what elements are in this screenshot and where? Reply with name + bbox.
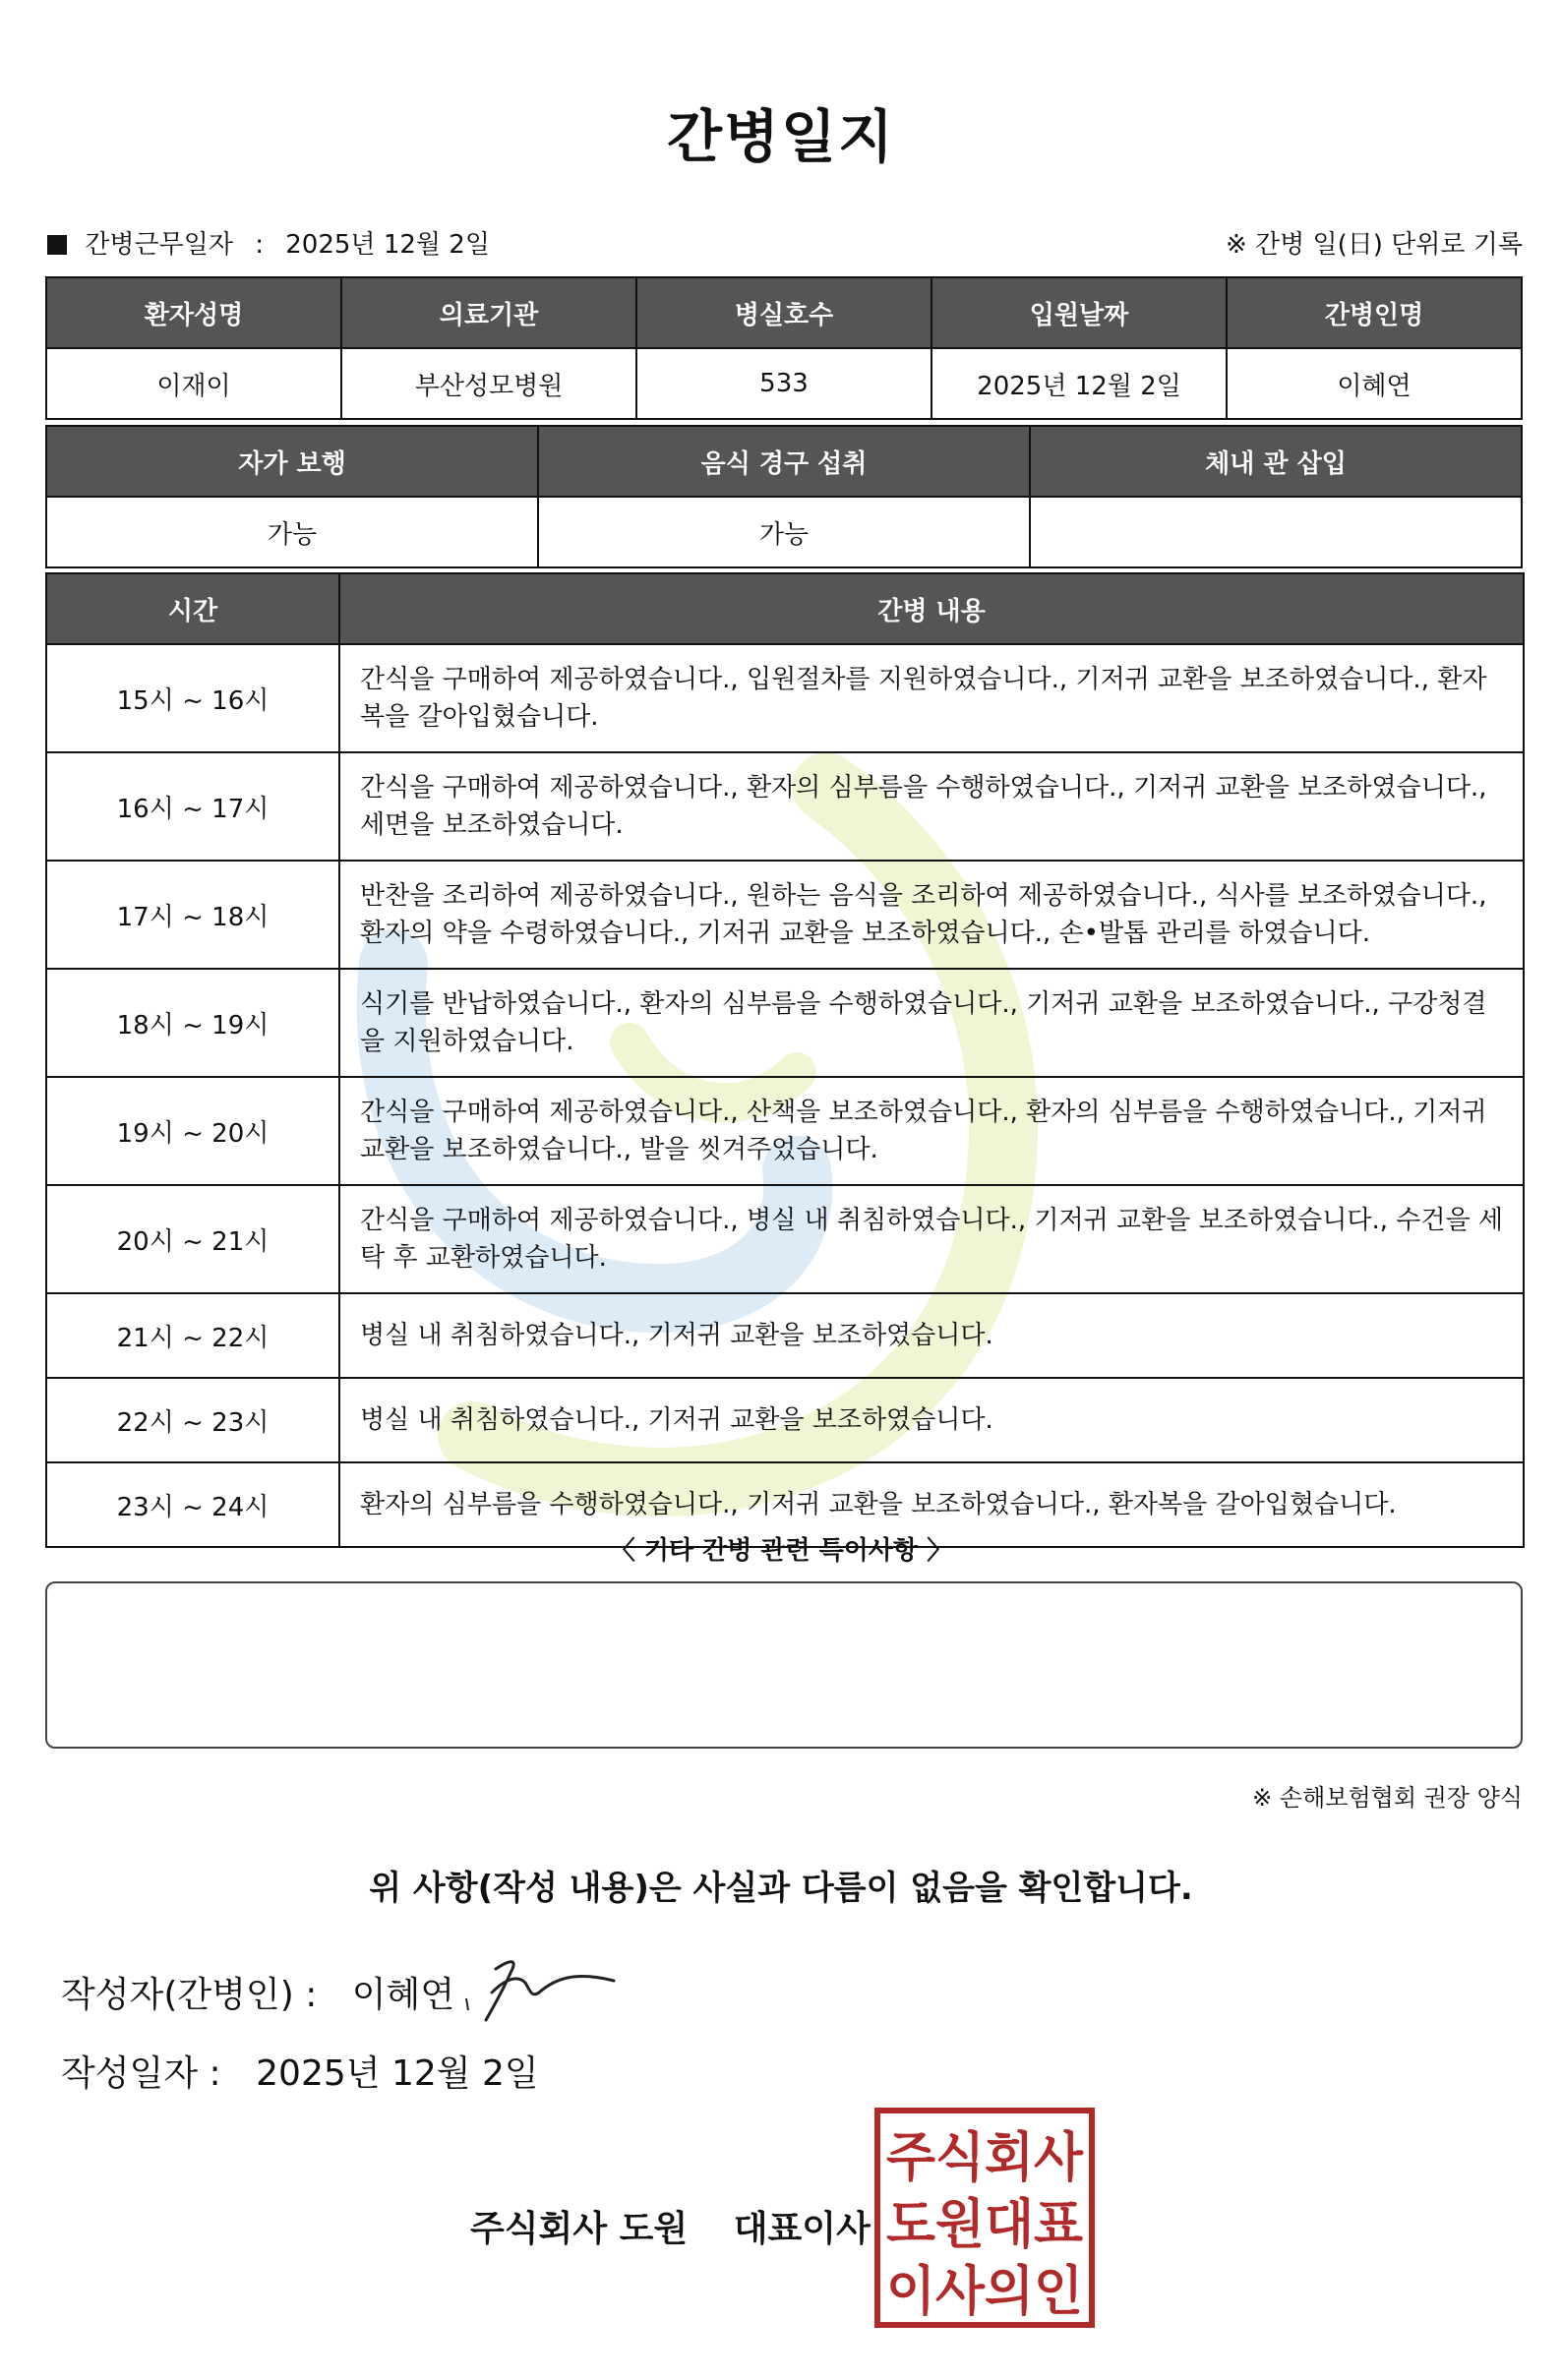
company-seal: [873, 2107, 1096, 2329]
care-log-row: [46, 1293, 1524, 1378]
care-log-header-row: [46, 573, 1524, 644]
header-caregiver-name: 간병인명: [1227, 277, 1522, 348]
care-log-row: [46, 969, 1524, 1077]
confirmation-statement: 위 사항(작성 내용)은 사실과 다름이 없음을 확인합니다.: [369, 1869, 1193, 1908]
svg-text:도원대표: 도원대표: [886, 2193, 1083, 2255]
care-time: 19시 ~ 20시: [46, 1077, 339, 1185]
care-content: 병실 내 취침하였습니다., 기저귀 교환을 보조하였습니다.: [339, 1378, 1524, 1462]
patient-info-value-row: [46, 348, 1522, 419]
walking-status: 가능: [46, 497, 538, 567]
written-date-label: 작성일자 :: [61, 2053, 221, 2094]
care-time: 22시 ~ 23시: [46, 1378, 339, 1462]
patient-info-header-row: [46, 277, 1522, 348]
care-time: 15시 ~ 16시: [46, 644, 339, 752]
care-content: 병실 내 취침하였습니다., 기저귀 교환을 보조하였습니다.: [339, 1293, 1524, 1378]
company-signature-line: [470, 2201, 871, 2251]
square-bullet-icon: [47, 235, 67, 255]
room-number: 533: [636, 348, 931, 419]
header-hospital: 의료기관: [341, 277, 636, 348]
special-notes-box: [45, 1581, 1523, 1749]
hospital-name: 부산성모병원: [341, 348, 636, 419]
care-time: 18시 ~ 19시: [46, 969, 339, 1077]
work-date-label: 간병근무일자: [85, 230, 233, 260]
header-tube-insertion: 체내 관 삽입: [1030, 426, 1522, 497]
svg-text:주식회사: 주식회사: [886, 2126, 1084, 2188]
daily-record-note: ※ 간병 일(日) 단위로 기록: [1225, 230, 1523, 260]
written-date-value: 2025년 12월 2일: [256, 2053, 539, 2094]
status-value-row: [46, 497, 1522, 567]
caregiver-name: 이혜연: [1227, 348, 1522, 419]
care-content: 환자의 심부름을 수행하였습니다., 기저귀 교환을 보조하였습니다., 환자복을 갈아입혔습니다.: [339, 1462, 1524, 1547]
form-source-note: ※ 손해보험협회 권장 양식: [1252, 1784, 1523, 1812]
writer-name: 이혜연: [351, 1975, 455, 2015]
care-content: 식기를 반납하였습니다., 환자의 심부름을 수행하였습니다., 기저귀 교환을 보조하였습니다., 구강청결을 지원하였습니다.: [339, 969, 1524, 1077]
care-content: 간식을 구매하여 제공하였습니다., 환자의 심부름을 수행하였습니다., 기저귀 교환을 보조하였습니다., 세면을 보조하였습니다.: [339, 752, 1524, 861]
header-room-number: 병실호수: [636, 277, 931, 348]
written-date-line: [61, 2046, 539, 2096]
page-title: 간병일지: [666, 103, 896, 170]
writer-label: 작성자(간병인) :: [61, 1975, 318, 2015]
signature: [456, 1949, 633, 2028]
work-date-value: 2025년 12월 2일: [285, 230, 490, 260]
header-time: 시간: [46, 573, 339, 644]
care-time: 23시 ~ 24시: [46, 1462, 339, 1547]
patient-name: 이재이: [46, 348, 341, 419]
tube-insertion-status: [1030, 497, 1522, 567]
patient-status-table: [45, 425, 1523, 568]
care-log-row: [46, 861, 1524, 969]
header-admission-date: 입원날짜: [931, 277, 1227, 348]
care-time: 17시 ~ 18시: [46, 861, 339, 969]
care-time: 16시 ~ 17시: [46, 752, 339, 861]
company-name: 주식회사 도원: [470, 2209, 689, 2249]
care-content: 간식을 구매하여 제공하였습니다., 입원절차를 지원하였습니다., 기저귀 교환을 보조하였습니다., 환자복을 갈아입혔습니다.: [339, 644, 1524, 752]
writer-line: [61, 1967, 454, 2017]
admission-date: 2025년 12월 2일: [931, 348, 1227, 419]
work-date-line: [47, 224, 490, 261]
care-time: 20시 ~ 21시: [46, 1185, 339, 1293]
special-notes-title: 〈 기타 간병 관련 특이사항 〉: [609, 1536, 953, 1566]
header-care-content: 간병 내용: [339, 573, 1524, 644]
svg-text:이사의인: 이사의인: [886, 2260, 1083, 2322]
care-log-row: [46, 644, 1524, 752]
header-oral-intake: 음식 경구 섭취: [538, 426, 1030, 497]
care-content: 간식을 구매하여 제공하였습니다., 산책을 보조하였습니다., 환자의 심부름을 수행하였습니다., 기저귀 교환을 보조하였습니다., 발을 씻겨주었습니다.: [339, 1077, 1524, 1185]
work-date-separator: :: [255, 230, 264, 260]
care-log-row: [46, 1378, 1524, 1462]
care-log-row: [46, 1077, 1524, 1185]
care-content: 간식을 구매하여 제공하였습니다., 병실 내 취침하였습니다., 기저귀 교환을 보조하였습니다., 수건을 세탁 후 교환하였습니다.: [339, 1185, 1524, 1293]
care-log-row: [46, 1185, 1524, 1293]
header-patient-name: 환자성명: [46, 277, 341, 348]
care-content: 반찬을 조리하여 제공하였습니다., 원하는 음식을 조리하여 제공하였습니다., 식사를 보조하였습니다., 환자의 약을 수령하였습니다., 기저귀 교환을 보조하였습니다., 손•발톱 관리를 하였습니다.: [339, 861, 1524, 969]
care-log-row: [46, 752, 1524, 861]
company-role: 대표이사: [733, 2209, 871, 2249]
care-time: 21시 ~ 22시: [46, 1293, 339, 1378]
status-header-row: [46, 426, 1522, 497]
header-walking: 자가 보행: [46, 426, 538, 497]
oral-intake-status: 가능: [538, 497, 1030, 567]
patient-info-table: [45, 276, 1523, 420]
care-log-table: [45, 572, 1525, 1548]
